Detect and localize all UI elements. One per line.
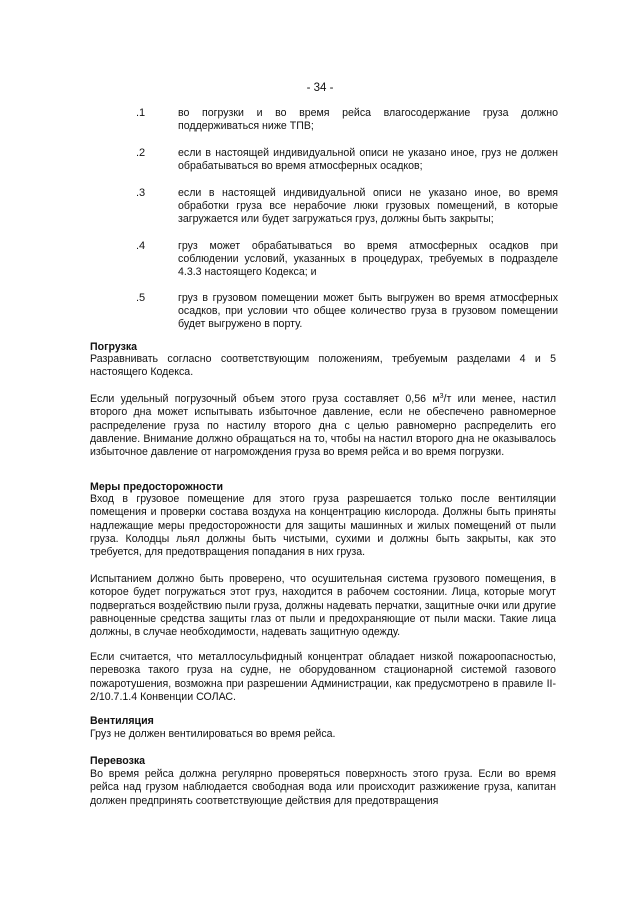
item-number: .4 (136, 240, 146, 252)
item-number: .2 (136, 147, 146, 159)
loading-paragraph-1: Разравнивать согласно соответствующим положениям, требуемым разделами 4 и 5 настоящего Кодекса. (90, 353, 556, 379)
item-text: груз может обрабатываться во время атмосферных осадков при соблюдении условий, указанных в процедурах, требуемых в подразделе 4.3.3 настоящего Кодекса; и (178, 240, 558, 279)
section-heading-precautions: Меры предосторожности (90, 481, 224, 493)
precautions-paragraph-3: Если считается, что металлосульфидный концентрат обладает низкой пожароопасностью, перевозка такого груза на судне, не оборудованном стационарной системой газового пожаротушения, возможна при разрешении Администрации, как предусмотрено в правиле II-2/10.7.1.4 Конвенции СОЛАС. (90, 651, 556, 703)
section-heading-carriage: Перевозка (90, 755, 146, 767)
ventilation-paragraph: Груз не должен вентилироваться во время рейса. (90, 728, 336, 740)
item-text: если в настоящей индивидуальной описи не указано иное, груз не должен обрабатываться во время атмосферных осадков; (178, 147, 558, 173)
page-number: - 34 - (306, 82, 334, 94)
item-text: если в настоящей индивидуальной описи не указано иное, во время обработки груза все нерабочие люки грузовых помещений, в которые загружается или будет загружаться груз, должны быть закрыты; (178, 187, 558, 226)
precautions-paragraph-1: Вход в грузовое помещение для этого груза разрешается только после вентиляции помещения и проверки состава воздуха на концентрацию кислорода. Должны быть приняты надлежащие меры предосторожности для защиты машинных и жилых помещений от пыли груза. Колодцы льял должны быть чистыми, сухими и должны быть закрыты, как это требуется, для предотвращения попадания в них груза. (90, 493, 556, 559)
item-text: груз в грузовом помещении может быть выгружен во время атмосферных осадков, при условии что общее количество груза в грузовом помещении будет выгружено в порту. (178, 292, 558, 331)
item-number: .5 (136, 292, 146, 304)
precautions-paragraph-2: Испытанием должно быть проверено, что осушительная система грузового помещения, в которое будет погружаться этот груз, находится в рабочем состоянии. Лица, которые могут подвергаться воздействию пыли груза, должны надевать перчатки, защитные очки или другие равноценные средства защиты глаз от пыли и предохраняющие от пыли маски. Такие лица должны, в случае необходимости, надевать защитную одежду. (90, 573, 556, 639)
item-number: .1 (136, 107, 146, 119)
carriage-paragraph: Во время рейса должна регулярно проверяться поверхность этого груза. Если во время рейса над грузом наблюдается свободная вода или происходит разжижение груза, капитан должен предпринять соответствующие действия для предотвращения (90, 768, 556, 807)
item-number: .3 (136, 187, 146, 199)
item-text: во погрузки и во время рейса влагосодержание груза должно поддерживаться ниже ТПВ; (178, 107, 558, 133)
loading-paragraph-2: Если удельный погрузочный объем этого груза составляет 0,56 $м^3/т$ или менее, настил второго дна может испытывать избыточное давление, если не обеспечено равномерное распределение груза по настилу второго дна с целью равномерно распределить его давление. Внимание должно обращаться на то, чтобы на настил второго дна не оказывалось избыточное давление от нагромождения груза во время рейса и во время погрузки. (90, 393, 556, 459)
section-heading-ventilation: Вентиляция (90, 715, 154, 727)
section-heading-loading: Погрузка (90, 341, 138, 353)
superscript: 3 (439, 393, 444, 400)
